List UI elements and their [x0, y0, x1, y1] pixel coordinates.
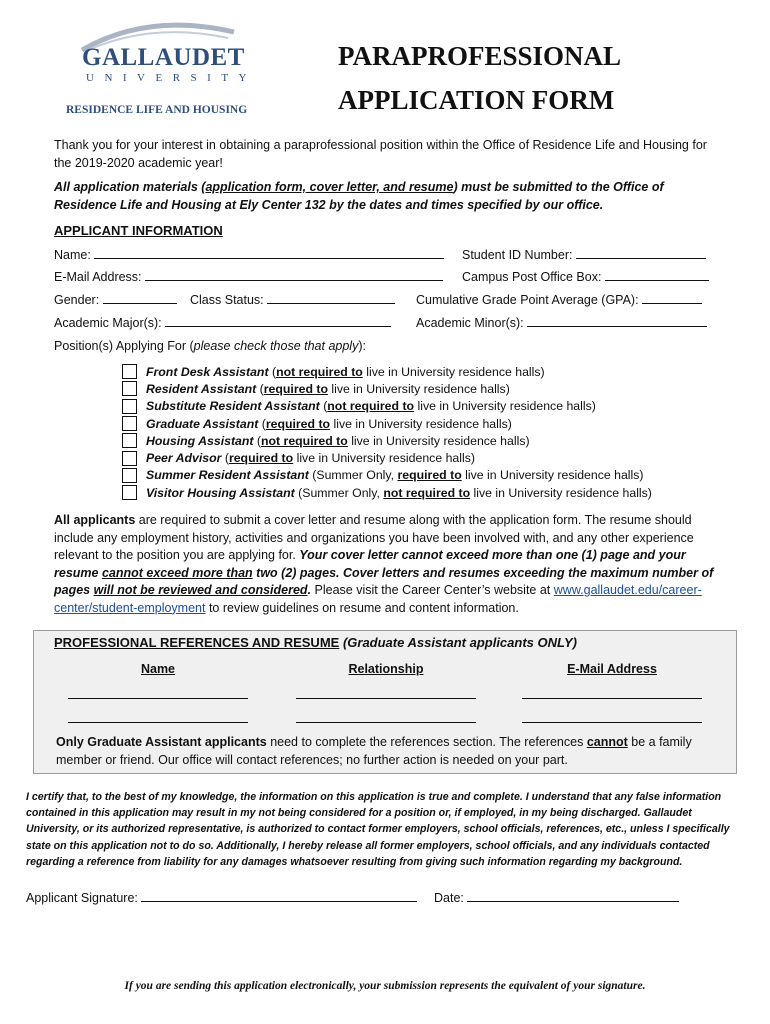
position-label — [146, 399, 596, 413]
major-row — [54, 314, 391, 330]
date-row — [434, 889, 679, 905]
requirements-paragraph — [54, 512, 714, 617]
page-title — [338, 34, 621, 122]
reference-1-relationship-field[interactable] — [296, 697, 476, 699]
reference-2-name-field[interactable] — [68, 721, 248, 723]
position-row-peer-advisor — [122, 449, 742, 466]
materials-notice-part1: All application materials ( — [54, 180, 206, 194]
position-row-graduate-assistant — [122, 415, 742, 432]
reference-1-email-field[interactable] — [522, 697, 702, 699]
date-field[interactable] — [467, 889, 679, 902]
position-row-summer-ra — [122, 467, 742, 484]
requirements-text-3: to review guidelines on resume and content information. — [205, 600, 519, 615]
requirements-bi-underline-2: will not be reviewed and considered — [93, 583, 308, 597]
footer-note: If you are sending this application electronically, your submission represents the equivalent of your signature. — [124, 980, 646, 992]
materials-notice — [54, 179, 724, 214]
references-note-bold: Only Graduate Assistant applicants — [56, 735, 267, 749]
student-id-row — [462, 246, 706, 262]
reference-2-relationship-field[interactable] — [296, 721, 476, 723]
position-title: Front Desk Assistant — [146, 364, 269, 379]
requirements-bi-2: two (2) pages. Cover letters and resumes exceeding the maximum number of pages — [54, 565, 714, 597]
position-requirement: required to — [228, 451, 294, 466]
references-heading-text: PROFESSIONAL REFERENCES AND RESUME — [54, 635, 340, 650]
name-label: Name: — [54, 248, 91, 262]
class-status-row — [190, 291, 395, 307]
class-status-label: Class Status: — [190, 293, 264, 307]
position-requirement: not required to — [276, 364, 363, 379]
gender-field[interactable] — [103, 291, 177, 304]
student-id-label: Student ID Number: — [462, 248, 573, 262]
campus-po-label: Campus Post Office Box: — [462, 270, 602, 284]
position-post: live in University residence halls) — [330, 416, 512, 431]
col-header-relationship: Relationship — [348, 662, 424, 676]
logo-university-word: UNIVERSITY — [86, 72, 257, 84]
position-post: live in University residence halls) — [414, 399, 596, 414]
position-label — [146, 486, 652, 500]
position-row-visitor-housing — [122, 484, 742, 501]
position-requirement: required to — [263, 381, 328, 396]
position-requirement: required to — [265, 416, 331, 431]
signature-label: Applicant Signature: — [26, 891, 138, 905]
title-line-1: PARAPROFESSIONAL — [338, 41, 622, 71]
name-field-row — [54, 246, 444, 262]
summer-resident-assistant-checkbox[interactable] — [122, 468, 137, 483]
requirements-text-1: are required to submit a cover letter and resume along with the application form. The resume should include any employment history, activities and organizations you have been involved with, and any other experience relevant to the position you are applying for. — [54, 513, 694, 562]
position-title: Peer Advisor — [146, 451, 222, 466]
positions-prompt-italic: please check those that apply — [193, 339, 359, 353]
position-row-front-desk — [122, 363, 742, 380]
references-note-underline: cannot — [586, 735, 628, 749]
position-requirement: not required to — [383, 485, 471, 500]
intro-paragraph: Thank you for your interest in obtaining a paraprofessional position within the Office of Residence Life and Housing for the 2019-2020 academic year! — [54, 138, 707, 170]
email-field-row — [54, 268, 443, 284]
materials-notice-underlined: application form, cover letter, and resume — [205, 180, 454, 194]
graduate-assistant-checkbox[interactable] — [122, 416, 137, 431]
position-pre: ( — [258, 416, 266, 431]
position-label — [146, 365, 545, 379]
position-label — [146, 434, 530, 448]
position-post: live in University residence halls) — [470, 485, 652, 500]
substitute-resident-assistant-checkbox[interactable] — [122, 399, 137, 414]
positions-checklist — [122, 363, 742, 501]
position-pre: ( — [253, 433, 262, 448]
major-field[interactable] — [165, 314, 391, 327]
signature-row — [26, 889, 417, 905]
visitor-housing-assistant-checkbox[interactable] — [122, 485, 137, 500]
position-row-resident-assistant — [122, 380, 742, 397]
peer-advisor-checkbox[interactable] — [122, 451, 137, 466]
name-field[interactable] — [94, 246, 444, 259]
major-label: Academic Major(s): — [54, 316, 162, 330]
minor-label: Academic Minor(s): — [416, 316, 524, 330]
date-label: Date: — [434, 891, 464, 905]
logo-university-name: GALLAUDET — [82, 44, 245, 71]
class-status-field[interactable] — [267, 291, 395, 304]
references-note-1: need to complete the references section. The references — [266, 735, 587, 749]
gpa-field[interactable] — [642, 291, 702, 304]
gender-row — [54, 291, 177, 307]
position-row-substitute-ra — [122, 398, 742, 415]
position-pre: ( — [221, 451, 229, 466]
reference-2-email-field[interactable] — [522, 721, 702, 723]
requirements-bi-3: . — [307, 583, 312, 597]
position-post: live in University residence halls) — [461, 468, 644, 483]
position-post: live in University residence halls) — [328, 381, 510, 396]
position-title: Summer Resident Assistant — [146, 468, 309, 483]
reference-1-name-field[interactable] — [68, 697, 248, 699]
position-pre: (Summer Only, — [294, 485, 384, 500]
materials-notice-part2: ) must be submitted to the Office of Residence Life and Housing at Ely Center 132 by the dates and times specified by our office. — [54, 180, 664, 212]
campus-po-field[interactable] — [605, 268, 709, 281]
signature-field[interactable] — [141, 889, 417, 902]
col-header-name: Name — [140, 662, 176, 676]
position-title: Housing Assistant — [146, 433, 254, 448]
resident-assistant-checkbox[interactable] — [122, 381, 137, 396]
gpa-row — [416, 291, 702, 307]
references-section — [33, 630, 737, 774]
title-line-2: APPLICATION FORM — [338, 85, 615, 115]
positions-prompt-end: ): — [358, 339, 366, 353]
student-id-field[interactable] — [576, 246, 706, 259]
position-pre: ( — [319, 399, 328, 414]
position-requirement: not required to — [261, 433, 348, 448]
career-center-link[interactable]: www.gallaudet.edu/career-center/student-employment — [54, 583, 702, 615]
position-pre: (Summer Only, — [308, 468, 398, 483]
gender-label: Gender: — [54, 293, 100, 307]
position-label — [146, 382, 510, 396]
position-post: live in University residence halls) — [347, 433, 530, 448]
email-field[interactable] — [145, 268, 443, 281]
position-post: live in University residence halls) — [362, 364, 545, 379]
requirements-bold-lead: All applicants — [54, 513, 136, 527]
position-label — [146, 451, 475, 465]
references-heading — [54, 635, 577, 650]
references-note-2: be a family member or friend. Our office will contact references; no further action is needed on your part. — [56, 735, 692, 767]
positions-prompt — [54, 339, 366, 353]
email-label: E-Mail Address: — [54, 270, 142, 284]
gpa-label: Cumulative Grade Point Average (GPA): — [416, 293, 639, 307]
applicant-info-heading: APPLICANT INFORMATION — [54, 223, 223, 238]
minor-row — [416, 314, 707, 330]
position-post: live in University residence halls) — [293, 451, 475, 466]
position-pre: ( — [268, 364, 277, 379]
requirements-bi-1: Your cover letter cannot exceed more than one (1) page and your resume — [54, 548, 686, 580]
references-heading-note: (Graduate Assistant applicants ONLY) — [339, 635, 577, 650]
campus-po-row — [462, 268, 709, 284]
requirements-bi-underline-1: cannot exceed more than — [101, 565, 253, 580]
housing-assistant-checkbox[interactable] — [122, 433, 137, 448]
logo-department: RESIDENCE LIFE AND HOUSING — [66, 104, 248, 116]
position-requirement: required to — [397, 468, 462, 483]
col-header-email: E-Mail Address — [567, 662, 657, 676]
certification-statement: I certify that, to the best of my knowledge, the information on this application is true and complete. I understand that any false information contained in this application may result in my not being considered for a position or, if employed, in my being discharged. Gallaudet University, or its authorized representative, is authorized to contact former employers, school officials, references, etc., unless I specifically state on this application not to do so. Additionally, I hereby release all former employers, school officials, and any individuals contacted regarding a reference from liability for any damages whatsoever resulting from giving such information regarding my background. — [26, 791, 730, 868]
minor-field[interactable] — [527, 314, 707, 327]
position-title: Resident Assistant — [146, 381, 257, 396]
requirements-text-2: Please visit the Career Center’s website at — [311, 583, 554, 597]
position-label — [146, 417, 512, 431]
positions-prompt-start: Position(s) Applying For ( — [54, 339, 194, 353]
position-label — [146, 468, 644, 482]
references-note — [56, 734, 721, 769]
position-row-housing-assistant — [122, 432, 742, 449]
position-title: Graduate Assistant — [146, 416, 259, 431]
position-title: Visitor Housing Assistant — [146, 485, 295, 500]
position-title: Substitute Resident Assistant — [146, 399, 320, 414]
position-requirement: not required to — [327, 399, 415, 414]
position-pre: ( — [256, 381, 264, 396]
front-desk-assistant-checkbox[interactable] — [122, 364, 137, 379]
